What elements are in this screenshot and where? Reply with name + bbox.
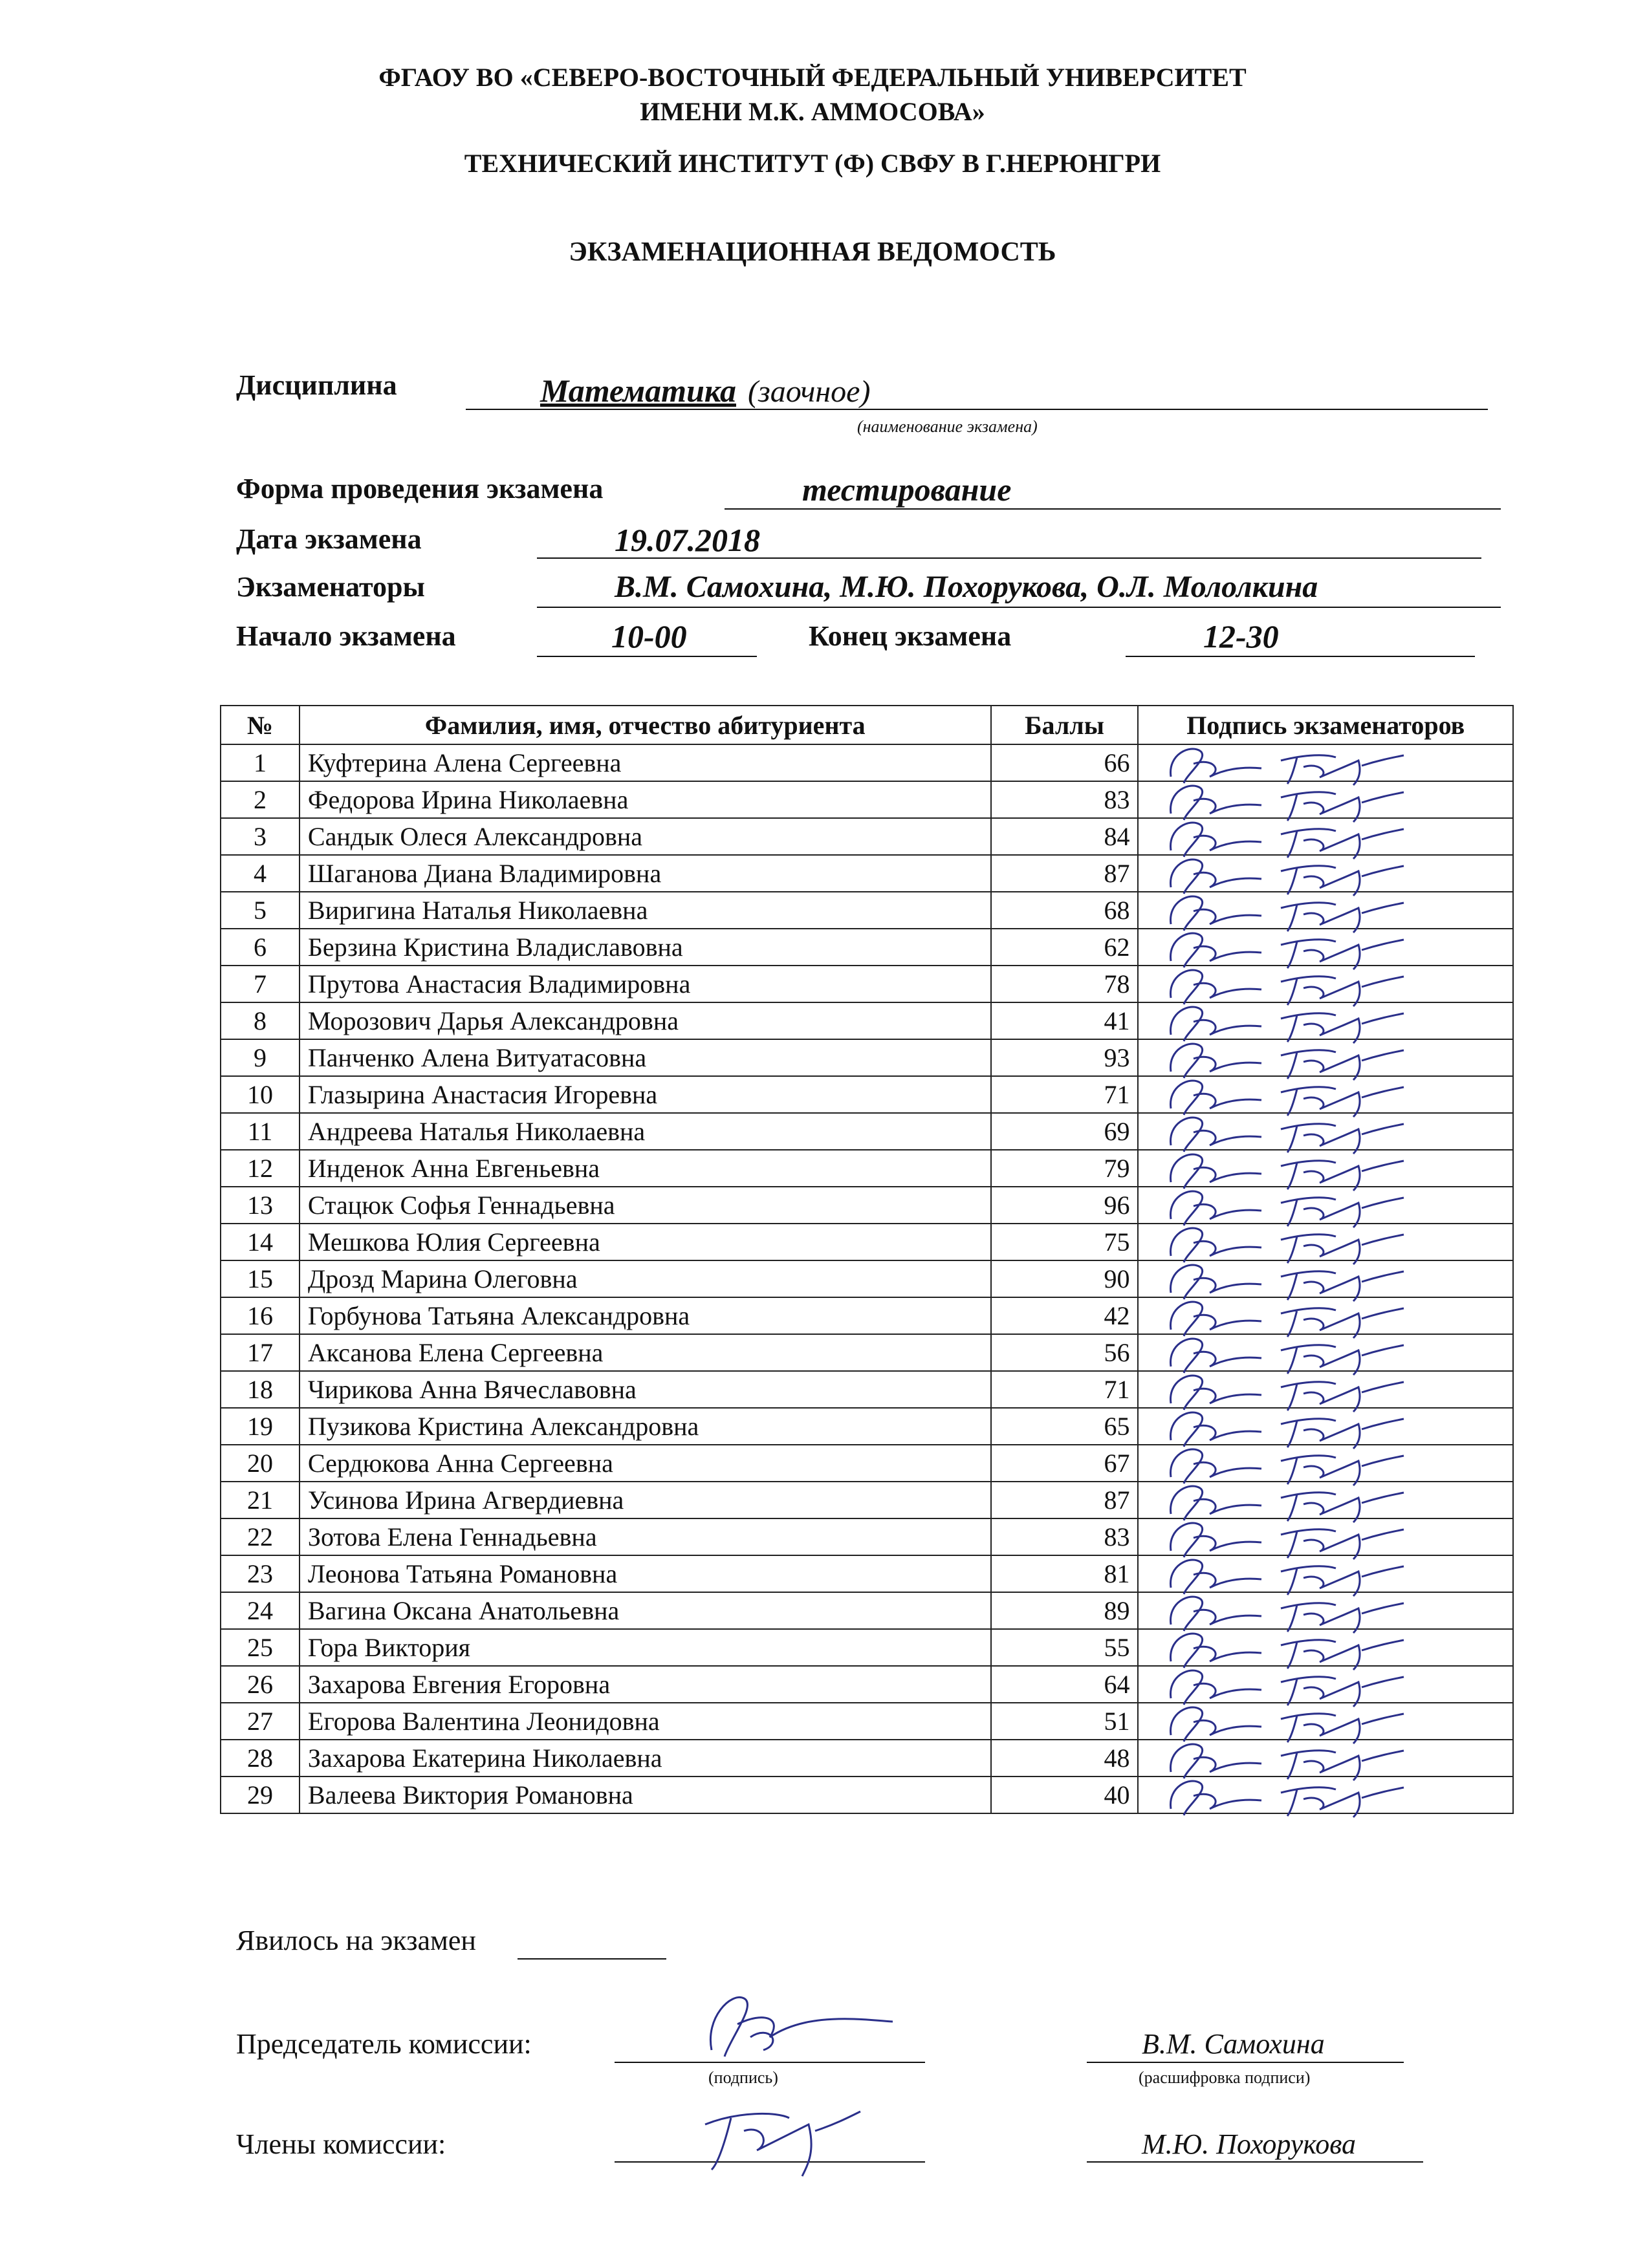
row-score: 87 bbox=[991, 1482, 1139, 1518]
row-name: Дрозд Марина Олеговна bbox=[300, 1260, 991, 1297]
row-signature bbox=[1138, 892, 1513, 929]
row-signature bbox=[1138, 1592, 1513, 1629]
member-name-line bbox=[1087, 2161, 1423, 2163]
table-body bbox=[221, 744, 1513, 1813]
table-row bbox=[221, 781, 1513, 818]
form-value: тестирование bbox=[802, 471, 1012, 508]
row-name: Вагина Оксана Анатольевна bbox=[300, 1592, 991, 1629]
row-signature bbox=[1138, 1334, 1513, 1371]
row-number: 10 bbox=[221, 1076, 300, 1113]
row-signature bbox=[1138, 1260, 1513, 1297]
row-number: 7 bbox=[221, 966, 300, 1002]
row-signature bbox=[1138, 1039, 1513, 1076]
row-signature bbox=[1138, 781, 1513, 818]
table-row bbox=[221, 1371, 1513, 1408]
row-name: Захарова Евгения Егоровна bbox=[300, 1666, 991, 1703]
col-number-header: № bbox=[221, 706, 300, 744]
table-row bbox=[221, 1629, 1513, 1666]
row-number: 29 bbox=[221, 1777, 300, 1813]
chair-name-line bbox=[1087, 2062, 1404, 2063]
row-number: 22 bbox=[221, 1518, 300, 1555]
row-name: Прутова Анастасия Владимировна bbox=[300, 966, 991, 1002]
row-name: Мешкова Юлия Сергеевна bbox=[300, 1224, 991, 1260]
row-score: 89 bbox=[991, 1592, 1139, 1629]
row-signature bbox=[1138, 1666, 1513, 1703]
table-row bbox=[221, 1666, 1513, 1703]
row-number: 3 bbox=[221, 818, 300, 855]
row-signature bbox=[1138, 1187, 1513, 1224]
examiners-label: Экзаменаторы bbox=[236, 571, 425, 603]
end-label: Конец экзамена bbox=[809, 620, 1012, 652]
row-number: 4 bbox=[221, 855, 300, 892]
row-signature bbox=[1138, 1518, 1513, 1555]
table-row bbox=[221, 1297, 1513, 1334]
header-line-2: ИМЕНИ М.К. АММОСОВА» bbox=[640, 97, 985, 126]
discipline-label: Дисциплина bbox=[236, 369, 397, 401]
row-signature bbox=[1138, 1113, 1513, 1150]
table-row bbox=[221, 966, 1513, 1002]
row-number: 13 bbox=[221, 1187, 300, 1224]
row-score: 67 bbox=[991, 1445, 1139, 1482]
row-score: 64 bbox=[991, 1666, 1139, 1703]
row-score: 96 bbox=[991, 1187, 1139, 1224]
row-number: 21 bbox=[221, 1482, 300, 1518]
form-label: Форма проведения экзамена bbox=[236, 473, 604, 504]
date-value: 19.07.2018 bbox=[615, 522, 760, 558]
row-number: 14 bbox=[221, 1224, 300, 1260]
table-row bbox=[221, 744, 1513, 781]
row-signature bbox=[1138, 855, 1513, 892]
row-score: 90 bbox=[991, 1260, 1139, 1297]
row-name: Валеева Виктория Романовна bbox=[300, 1777, 991, 1813]
row-score: 78 bbox=[991, 966, 1139, 1002]
row-score: 66 bbox=[991, 744, 1139, 781]
row-number: 5 bbox=[221, 892, 300, 929]
attended-label: Явилось на экзамен bbox=[236, 1925, 476, 1956]
row-number: 28 bbox=[221, 1740, 300, 1777]
row-score: 51 bbox=[991, 1703, 1139, 1740]
row-number: 16 bbox=[221, 1297, 300, 1334]
row-signature bbox=[1138, 1371, 1513, 1408]
table-header-row bbox=[221, 706, 1513, 744]
discipline-value-group bbox=[540, 372, 870, 409]
decode-hint: (расшифровка подписи) bbox=[1139, 2068, 1311, 2087]
start-label: Начало экзамена bbox=[236, 620, 456, 652]
row-score: 40 bbox=[991, 1777, 1139, 1813]
row-number: 11 bbox=[221, 1113, 300, 1150]
table-row bbox=[221, 929, 1513, 966]
row-signature bbox=[1138, 1150, 1513, 1187]
row-signature bbox=[1138, 1445, 1513, 1482]
form-underline bbox=[725, 508, 1501, 510]
row-number: 25 bbox=[221, 1629, 300, 1666]
row-signature bbox=[1138, 1777, 1513, 1813]
row-score: 71 bbox=[991, 1371, 1139, 1408]
table-row bbox=[221, 1482, 1513, 1518]
row-number: 2 bbox=[221, 781, 300, 818]
row-number: 24 bbox=[221, 1592, 300, 1629]
row-signature bbox=[1138, 744, 1513, 781]
row-number: 17 bbox=[221, 1334, 300, 1371]
table-row bbox=[221, 818, 1513, 855]
row-name: Сандык Олеся Александровна bbox=[300, 818, 991, 855]
row-score: 87 bbox=[991, 855, 1139, 892]
row-number: 18 bbox=[221, 1371, 300, 1408]
table-row bbox=[221, 1555, 1513, 1592]
row-signature bbox=[1138, 1297, 1513, 1334]
chair-signature-icon bbox=[686, 1979, 899, 2069]
col-signature-header: Подпись экзаменаторов bbox=[1138, 706, 1513, 744]
row-score: 83 bbox=[991, 781, 1139, 818]
table-row bbox=[221, 1076, 1513, 1113]
col-score-header: Баллы bbox=[991, 706, 1139, 744]
row-number: 8 bbox=[221, 1002, 300, 1039]
row-signature bbox=[1138, 966, 1513, 1002]
signature-hint: (подпись) bbox=[708, 2068, 778, 2087]
row-score: 48 bbox=[991, 1740, 1139, 1777]
row-score: 42 bbox=[991, 1297, 1139, 1334]
start-value: 10-00 bbox=[611, 618, 687, 654]
table-row bbox=[221, 1113, 1513, 1150]
row-score: 41 bbox=[991, 1002, 1139, 1039]
row-name: Глазырина Анастасия Игоревна bbox=[300, 1076, 991, 1113]
discipline-note: (заочное) bbox=[747, 374, 871, 409]
row-signature bbox=[1138, 1076, 1513, 1113]
table-row bbox=[221, 892, 1513, 929]
table-row bbox=[221, 1777, 1513, 1813]
row-name: Зотова Елена Геннадьевна bbox=[300, 1518, 991, 1555]
discipline-hint: (наименование экзамена) bbox=[857, 417, 1038, 436]
row-score: 75 bbox=[991, 1224, 1139, 1260]
header-line-3: ТЕХНИЧЕСКИЙ ИНСТИТУТ (Ф) СВФУ В Г.НЕРЮНГРИ bbox=[464, 149, 1161, 178]
row-number: 15 bbox=[221, 1260, 300, 1297]
member-signature-icon bbox=[686, 2086, 899, 2183]
row-name: Егорова Валентина Леонидовна bbox=[300, 1703, 991, 1740]
row-score: 62 bbox=[991, 929, 1139, 966]
table-row bbox=[221, 1445, 1513, 1482]
row-name: Федорова Ирина Николаевна bbox=[300, 781, 991, 818]
row-name: Морозович Дарья Александровна bbox=[300, 1002, 991, 1039]
table-row bbox=[221, 1518, 1513, 1555]
row-signature bbox=[1138, 1002, 1513, 1039]
row-signature bbox=[1138, 1703, 1513, 1740]
row-signature bbox=[1138, 1482, 1513, 1518]
row-number: 20 bbox=[221, 1445, 300, 1482]
row-name: Сердюкова Анна Сергеевна bbox=[300, 1445, 991, 1482]
row-signature bbox=[1138, 1629, 1513, 1666]
row-name: Инденок Анна Евгеньевна bbox=[300, 1150, 991, 1187]
col-name-header: Фамилия, имя, отчество абитуриента bbox=[300, 706, 991, 744]
row-name: Усинова Ирина Агвердиевна bbox=[300, 1482, 991, 1518]
document-title: ЭКЗАМЕНАЦИОННАЯ ВЕДОМОСТЬ bbox=[569, 237, 1056, 267]
row-score: 65 bbox=[991, 1408, 1139, 1445]
row-number: 1 bbox=[221, 744, 300, 781]
row-name: Берзина Кристина Владиславовна bbox=[300, 929, 991, 966]
row-signature bbox=[1138, 818, 1513, 855]
row-name: Горбунова Татьяна Александровна bbox=[300, 1297, 991, 1334]
row-score: 81 bbox=[991, 1555, 1139, 1592]
table-row bbox=[221, 1703, 1513, 1740]
row-name: Андреева Наталья Николаевна bbox=[300, 1113, 991, 1150]
row-name: Леонова Татьяна Романовна bbox=[300, 1555, 991, 1592]
table-row bbox=[221, 1740, 1513, 1777]
row-score: 84 bbox=[991, 818, 1139, 855]
table-row bbox=[221, 855, 1513, 892]
table-row bbox=[221, 1260, 1513, 1297]
row-score: 83 bbox=[991, 1518, 1139, 1555]
table-row bbox=[221, 1592, 1513, 1629]
row-score: 55 bbox=[991, 1629, 1139, 1666]
row-score: 71 bbox=[991, 1076, 1139, 1113]
row-name: Аксанова Елена Сергеевна bbox=[300, 1334, 991, 1371]
row-number: 23 bbox=[221, 1555, 300, 1592]
row-number: 12 bbox=[221, 1150, 300, 1187]
row-score: 69 bbox=[991, 1113, 1139, 1150]
signature-icon bbox=[1164, 1773, 1436, 1819]
row-number: 26 bbox=[221, 1666, 300, 1703]
header-line-1: ФГАОУ ВО «СЕВЕРО-ВОСТОЧНЫЙ ФЕДЕРАЛЬНЫЙ УНИВЕРСИТЕТ bbox=[378, 63, 1247, 92]
examiners-underline bbox=[537, 607, 1501, 608]
row-name: Стацюк Софья Геннадьевна bbox=[300, 1187, 991, 1224]
results-table bbox=[220, 705, 1514, 1814]
end-value: 12-30 bbox=[1203, 618, 1279, 654]
row-signature bbox=[1138, 1555, 1513, 1592]
row-name: Чирикова Анна Вячеславовна bbox=[300, 1371, 991, 1408]
row-number: 27 bbox=[221, 1703, 300, 1740]
chair-name: В.М. Самохина bbox=[1142, 2028, 1325, 2060]
row-signature bbox=[1138, 929, 1513, 966]
examiners-value: В.М. Самохина, М.Ю. Похорукова, О.Л. Мололкина bbox=[615, 570, 1318, 604]
table-row bbox=[221, 1408, 1513, 1445]
row-signature bbox=[1138, 1224, 1513, 1260]
row-name: Пузикова Кристина Александровна bbox=[300, 1408, 991, 1445]
attended-underline bbox=[518, 1958, 666, 1960]
row-signature bbox=[1138, 1408, 1513, 1445]
members-label: Члены комиссии: bbox=[236, 2128, 446, 2160]
table-row bbox=[221, 1150, 1513, 1187]
row-score: 93 bbox=[991, 1039, 1139, 1076]
table-row bbox=[221, 1224, 1513, 1260]
row-number: 19 bbox=[221, 1408, 300, 1445]
row-score: 56 bbox=[991, 1334, 1139, 1371]
row-score: 79 bbox=[991, 1150, 1139, 1187]
chair-label: Председатель комиссии: bbox=[236, 2028, 532, 2060]
table-row bbox=[221, 1039, 1513, 1076]
member-name: М.Ю. Похорукова bbox=[1142, 2128, 1357, 2160]
row-name: Панченко Алена Витуатасовна bbox=[300, 1039, 991, 1076]
table-row bbox=[221, 1187, 1513, 1224]
table-row bbox=[221, 1334, 1513, 1371]
row-name: Виригина Наталья Николаевна bbox=[300, 892, 991, 929]
row-number: 9 bbox=[221, 1039, 300, 1076]
table-row bbox=[221, 1002, 1513, 1039]
row-signature bbox=[1138, 1740, 1513, 1777]
row-score: 68 bbox=[991, 892, 1139, 929]
discipline-value: Математика bbox=[540, 373, 736, 409]
row-name: Захарова Екатерина Николаевна bbox=[300, 1740, 991, 1777]
row-name: Шаганова Диана Владимировна bbox=[300, 855, 991, 892]
row-number: 6 bbox=[221, 929, 300, 966]
row-name: Гора Виктория bbox=[300, 1629, 991, 1666]
date-label: Дата экзамена bbox=[236, 523, 422, 555]
end-underline bbox=[1126, 656, 1475, 657]
start-underline bbox=[537, 656, 757, 657]
row-name: Куфтерина Алена Сергеевна bbox=[300, 744, 991, 781]
